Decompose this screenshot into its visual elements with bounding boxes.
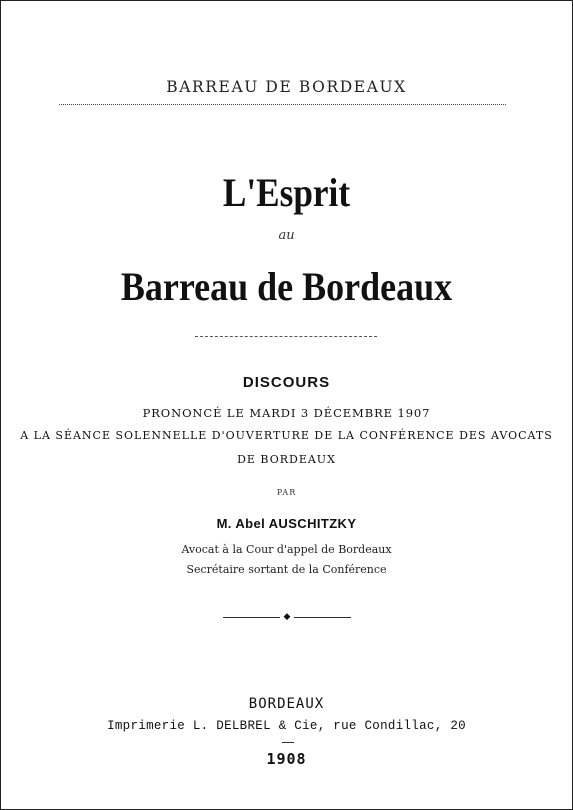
ornament-divider <box>1 612 572 622</box>
header-text: BARREAU DE BORDEAUX <box>166 78 407 96</box>
publication-city: BORDEAUX <box>248 696 325 712</box>
ornament-diamond-icon: ◆ <box>283 612 291 622</box>
prononce-line: PRONONCÉ LE MARDI 3 DÉCEMBRE 1907 <box>142 406 431 420</box>
ornament-right-line <box>294 617 351 618</box>
par-label: PAR <box>276 488 297 497</box>
seance-line: A LA SÉANCE SOLENNELLE D'OUVERTURE DE LA CONFÉRENCE DES AVOCATS <box>20 429 553 442</box>
printer-line: Imprimerie L. DELBREL & Cie, rue Condillac, 20 <box>107 719 466 733</box>
author-name: M. Abel AUSCHITZKY <box>216 516 357 531</box>
ornament-left-line <box>223 617 280 618</box>
small-dash-rule <box>282 742 294 743</box>
seance-line-continuation: DE BORDEAUX <box>237 453 336 466</box>
discours-heading: DISCOURS <box>242 374 331 391</box>
publication-year: 1908 <box>266 750 307 768</box>
title-line-2: Barreau de Bordeaux <box>120 264 453 309</box>
author-role-2: Secrétaire sortant de la Conférence <box>186 563 387 576</box>
title-line-1: L'Esprit <box>222 170 351 215</box>
author-role-1: Avocat à la Cour d'appel de Bordeaux <box>181 543 392 556</box>
top-dotted-rule <box>59 104 506 105</box>
title-connector: au <box>278 228 295 243</box>
middle-dashed-rule <box>195 336 377 337</box>
